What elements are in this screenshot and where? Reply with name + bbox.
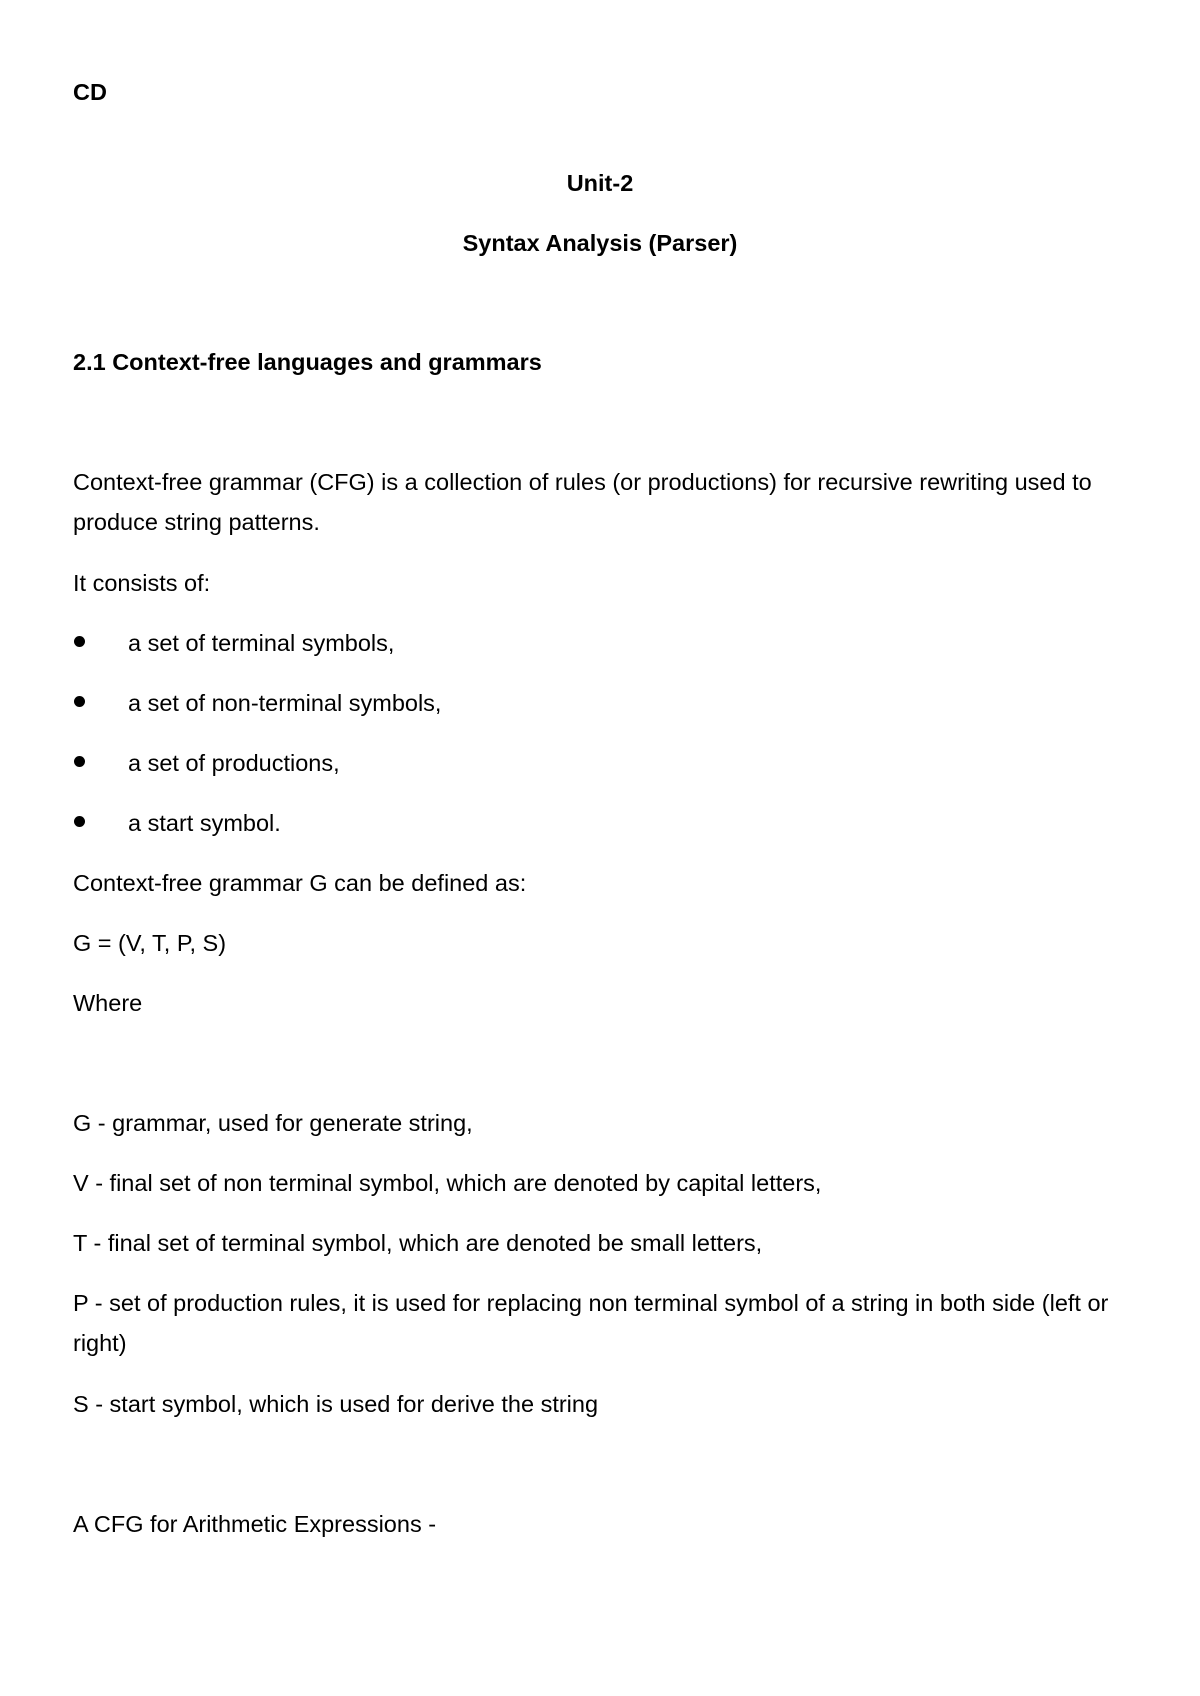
list-item-text: a set of terminal symbols, [128, 630, 395, 656]
term-item: G - grammar, used for generate string, [73, 1110, 473, 1136]
unit-title: Unit-2 [566, 170, 634, 196]
bullet-icon [74, 756, 85, 767]
bullet-icon [74, 696, 85, 707]
page-subtitle: Syntax Analysis (Parser) [462, 230, 738, 256]
intro-paragraph: Context-free grammar (CFG) is a collection of rules (or productions) for recursive rewriting used to produce string patterns. [73, 469, 1092, 535]
where-label: Where [73, 990, 143, 1016]
definition-lead: Context-free grammar G can be defined as: [73, 870, 527, 896]
course-code: CD [73, 79, 107, 105]
term-item: S - start symbol, which is used for derive the string [73, 1391, 599, 1417]
list-item [73, 743, 873, 783]
grammar-formula: G = (V, T, P, S) [73, 930, 227, 956]
consists-label: It consists of: [73, 570, 211, 596]
term-item: P - set of production rules, it is used for replacing non terminal symbol of a string in both side (left or right) [73, 1290, 1109, 1356]
list-item [73, 623, 873, 663]
arith-heading: A CFG for Arithmetic Expressions - [73, 1511, 437, 1537]
list-item-text: a set of non-terminal symbols, [128, 690, 442, 716]
list-item-text: a start symbol. [128, 810, 281, 836]
term-item: T - final set of terminal symbol, which are denoted be small letters, [73, 1230, 763, 1256]
list-item [73, 683, 873, 723]
term-item: V - final set of non terminal symbol, which are denoted by capital letters, [73, 1170, 822, 1196]
bullet-icon [74, 816, 85, 827]
bullet-icon [74, 636, 85, 647]
section-heading: 2.1 Context-free languages and grammars [73, 349, 542, 375]
list-item-text: a set of productions, [128, 750, 340, 776]
list-item [73, 803, 873, 843]
